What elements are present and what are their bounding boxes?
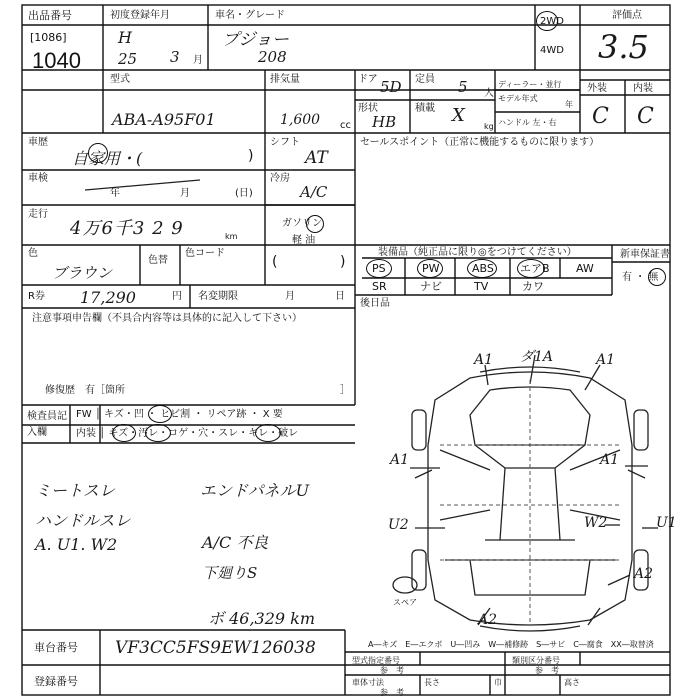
- shape-value: HB: [372, 113, 397, 131]
- color-value: ブラウン: [52, 264, 113, 282]
- lot-number: 1040: [32, 48, 81, 73]
- drive-4wd: 4WD: [540, 45, 564, 56]
- fuel-gasoline: ガソリン: [282, 218, 322, 229]
- color-label: 色: [28, 248, 38, 259]
- equipment-aw: AW: [576, 262, 594, 275]
- capacity-unit: 人: [484, 88, 494, 99]
- check-row-exterior: FW │ キズ・凹 ・ ヒビ割 ・ リペア跡 ・ X 要: [76, 409, 283, 420]
- repair-history-label: 修復歴 有［箇所: [45, 385, 125, 396]
- grade-score: 3.5: [598, 28, 649, 66]
- lot-number-label: 出品番号: [28, 9, 72, 22]
- handwritten-note-5: A/C 不良: [202, 533, 269, 552]
- car-model: 208: [258, 48, 287, 66]
- grade-label: 評価点: [612, 10, 642, 21]
- load-unit: kg: [484, 122, 494, 131]
- handwritten-note-4: エンドパネルU: [200, 481, 310, 500]
- car-name-grade-label: 車名・グレード: [215, 10, 285, 21]
- capacity-label: 定員: [415, 74, 435, 85]
- damage-mark-left-door: A1: [390, 452, 410, 468]
- equipment-pw: PW: [422, 262, 440, 275]
- type-designation-label: 型式指定番号: [352, 656, 400, 665]
- title-day: 日: [335, 291, 345, 302]
- recycle-value: 17,290: [80, 288, 136, 307]
- sales-point-label: セールスポイント（正常に機能するものに限ります）: [360, 137, 600, 148]
- capacity-value: 5: [458, 78, 468, 96]
- equipment-airbag: エアB: [520, 262, 550, 275]
- mileage-unit: km: [225, 232, 238, 241]
- damage-mark-right-door: A1: [600, 452, 620, 468]
- category-number-ref: 参 考: [535, 666, 559, 675]
- body-dimension-label: 車体寸法: [352, 678, 384, 687]
- type-designation-ref: 参 考: [380, 666, 404, 675]
- handwritten-note-6: 下廻りS: [202, 564, 258, 582]
- dealer-label: ディーラー・並行: [498, 80, 562, 89]
- damage-mark-front-center: ダ1A: [520, 349, 554, 365]
- equipment-label: 装備品（純正品に限り◎をつけてください）: [378, 247, 577, 258]
- registration-month: 3: [170, 48, 180, 66]
- ac-label: 冷房: [270, 173, 290, 184]
- model-type-value: ABA-A95F01: [112, 110, 216, 129]
- registration-year: 25: [118, 50, 138, 68]
- recycle-label: R券: [28, 291, 45, 302]
- damage-mark-left-rear-door: U2: [388, 517, 409, 533]
- equipment-ps: PS: [372, 262, 386, 275]
- fuel-paren-open: (: [272, 254, 278, 270]
- length-label: 長さ: [424, 678, 440, 687]
- recycle-unit: 円: [172, 291, 182, 302]
- exterior-grade: C: [592, 104, 609, 129]
- door-value: 5D: [380, 78, 402, 96]
- interior-grade: C: [637, 104, 654, 129]
- load-label: 積載: [415, 103, 435, 114]
- warranty-label: 新車保証書: [620, 249, 670, 260]
- shape-label: 形状: [358, 103, 378, 114]
- history-value: 自家用・(: [72, 149, 143, 168]
- handwritten-note-1: ミートスレ: [35, 481, 115, 500]
- displacement-value: 1,600: [280, 112, 321, 128]
- title-deadline-label: 名変期限: [198, 291, 238, 302]
- history-label: 車歴: [28, 137, 48, 148]
- exterior-label: 外装: [587, 83, 607, 94]
- width-label: 巾: [494, 678, 502, 687]
- car-make: プジョー: [222, 30, 289, 50]
- shift-value: AT: [305, 148, 328, 168]
- spare-tire-label: スペア: [393, 598, 417, 607]
- equipment-leather: カワ: [522, 280, 544, 293]
- notes-label: 注意事項申告欄（不具合内容等は具体的に記入して下さい）: [32, 313, 302, 324]
- fuel-diesel: 軽 油: [292, 235, 316, 246]
- handwritten-note-7: ボ 46,329 km: [208, 609, 316, 628]
- chassis-number-label: 車台番号: [34, 641, 78, 654]
- damage-mark-front-left: A1: [474, 352, 494, 368]
- chassis-number-value: VF3CC5FS9EW126038: [115, 638, 316, 658]
- history-close: ): [248, 148, 254, 164]
- category-number-label: 類別区分番号: [512, 656, 560, 665]
- check-row-interior: 内装 │ キズ・汚レ・コゲ・穴・スレ・キレ・破レ: [76, 428, 299, 439]
- fuel-paren-close: ): [340, 254, 346, 270]
- damage-mark-right-quarter: A2: [634, 566, 654, 582]
- damage-mark-right-rear-door-u: U1: [656, 515, 677, 531]
- damage-mark-front-right: A1: [596, 352, 616, 368]
- interior-label: 内装: [633, 83, 653, 94]
- repair-history-close: ］: [340, 385, 350, 396]
- ac-value: A/C: [300, 183, 328, 201]
- equipment-sr: SR: [372, 280, 387, 293]
- rear-items-label: 後日品: [360, 298, 390, 309]
- load-value: X: [452, 105, 465, 126]
- registration-plate-label: 登録番号: [34, 675, 78, 688]
- handwritten-note-3: A. U1. W2: [35, 535, 118, 554]
- handle-label: ハンドル 左・右: [498, 118, 557, 127]
- drive-2wd: 2WD: [540, 16, 564, 27]
- mileage-value: 4万6千3 2 9: [70, 218, 184, 239]
- mileage-label: 走行: [28, 209, 48, 220]
- inspection-month: 月: [180, 188, 190, 199]
- model-year-label: モデル年式: [498, 94, 538, 103]
- damage-mark-rear-bumper: A2: [478, 612, 498, 628]
- shift-label: シフト: [270, 137, 300, 148]
- displacement-label: 排気量: [270, 74, 300, 85]
- first-registration-label: 初度登録年月: [110, 10, 170, 21]
- registration-era: H: [118, 28, 132, 47]
- equipment-tv: TV: [474, 280, 489, 293]
- color-swap-label: 色替: [148, 255, 168, 266]
- inspection-year: 年: [110, 188, 120, 199]
- damage-legend: A―キズ E―エクボ U―凹み W―補修跡 S―サビ C―腐食 XX―取替済: [368, 640, 654, 649]
- handwritten-note-2: ハンドルスレ: [35, 511, 131, 530]
- displacement-unit: cc: [340, 120, 351, 131]
- inspection-label: 車検: [28, 173, 48, 184]
- inspection-day: (日): [235, 188, 253, 199]
- registration-month-unit: 月: [193, 55, 203, 66]
- body-dimension-ref: 参 考: [380, 688, 404, 697]
- title-month: 月: [285, 291, 295, 302]
- model-year-unit: 年: [565, 100, 573, 109]
- door-label: ドア: [358, 74, 378, 85]
- height-label: 高さ: [564, 678, 580, 687]
- model-type-label: 型式: [110, 74, 130, 85]
- warranty-value: 有 ・ 無: [622, 272, 659, 283]
- inspector-label: 検査員記入欄: [27, 411, 67, 438]
- equipment-navi: ナビ: [420, 280, 442, 293]
- venue-code: [1086]: [30, 31, 67, 44]
- damage-mark-right-rear-door-w: W2: [584, 515, 608, 531]
- equipment-abs: ABS: [472, 262, 494, 275]
- color-code-label: 色コード: [185, 248, 225, 259]
